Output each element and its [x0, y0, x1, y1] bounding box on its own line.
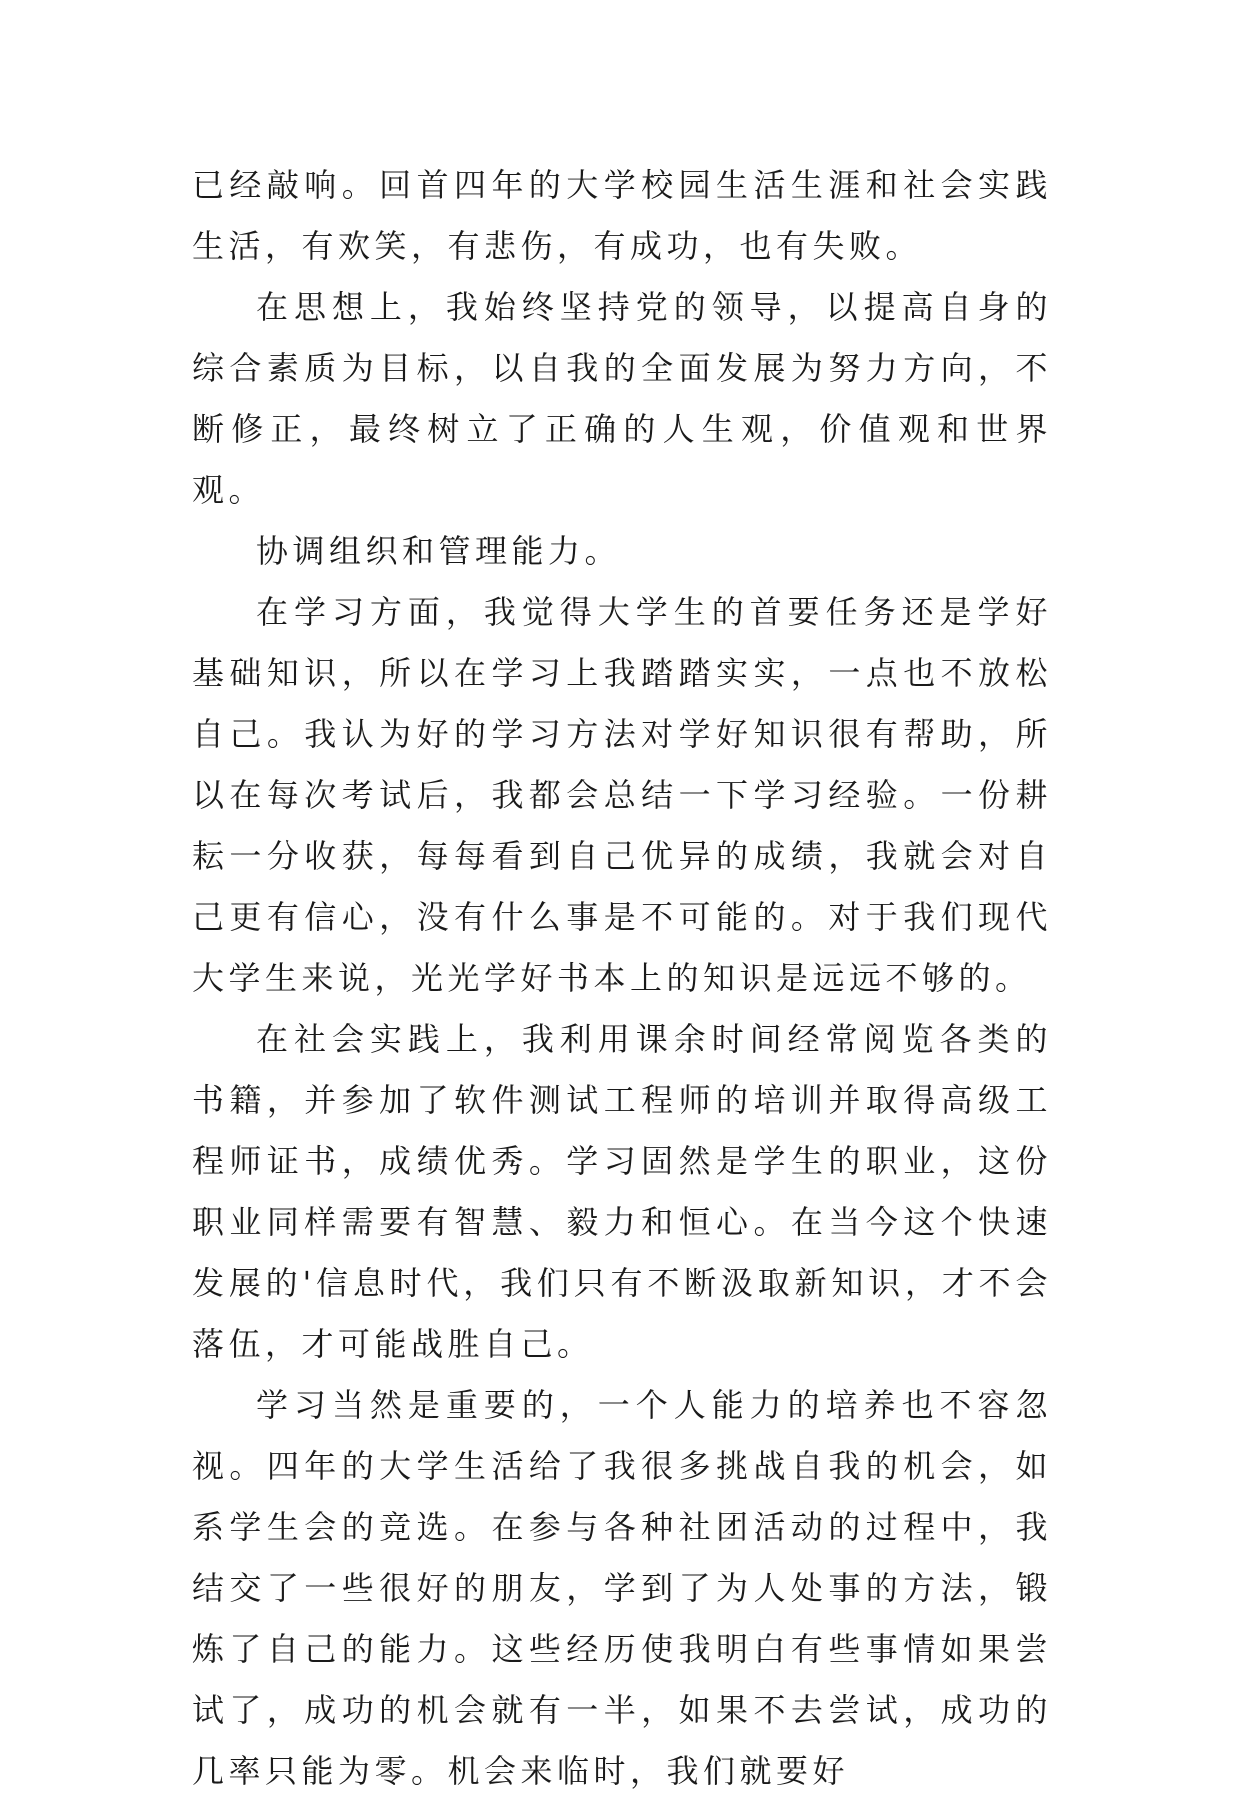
- paragraph-ability-heading: 协调组织和管理能力。: [256, 532, 622, 570]
- paragraph-study: 在学习方面，我觉得大学生的首要任务还是学好基础知识，所以在学习上我踏踏实实，一点也不放松自己。我认为好的学习方法对学好知识很有帮助，所以在每次考试后，我都会总结一下学习经验。一份耕耘一分收获，每每看到自己优异的成绩，我就会对自己更有信心，没有什么事是不可能的。对于我们现代大学生来说，光光学好书本上的知识是远远不够的。: [192, 593, 1052, 997]
- document-body: [192, 155, 1052, 1802]
- paragraph-continuation: 已经敲响。回首四年的大学校园生活生涯和社会实践生活，有欢笑，有悲伤，有成功，也有失败。: [192, 166, 1052, 265]
- paragraph-thought: 在思想上，我始终坚持党的领导，以提高自身的综合素质为目标，以自我的全面发展为努力方向，不断修正，最终树立了正确的人生观，价值观和世界观。: [192, 288, 1052, 509]
- paragraph-social-practice: 在社会实践上，我利用课余时间经常阅览各类的书籍，并参加了软件测试工程师的培训并取得高级工程师证书，成绩优秀。学习固然是学生的职业，这份职业同样需要有智慧、毅力和恒心。在当今这个快速发展的'信息时代，我们只有不断汲取新知识，才不会落伍，才可能战胜自己。: [192, 1020, 1052, 1363]
- paragraph-ability: 学习当然是重要的，一个人能力的培养也不容忽视。四年的大学生活给了我很多挑战自我的机会，如系学生会的竞选。在参与各种社团活动的过程中，我结交了一些很好的朋友，学到了为人处事的方法，锻炼了自己的能力。这些经历使我明白有些事情如果尝试了，成功的机会就有一半，如果不去尝试，成功的几率只能为零。机会来临时，我们就要好: [192, 1386, 1052, 1790]
